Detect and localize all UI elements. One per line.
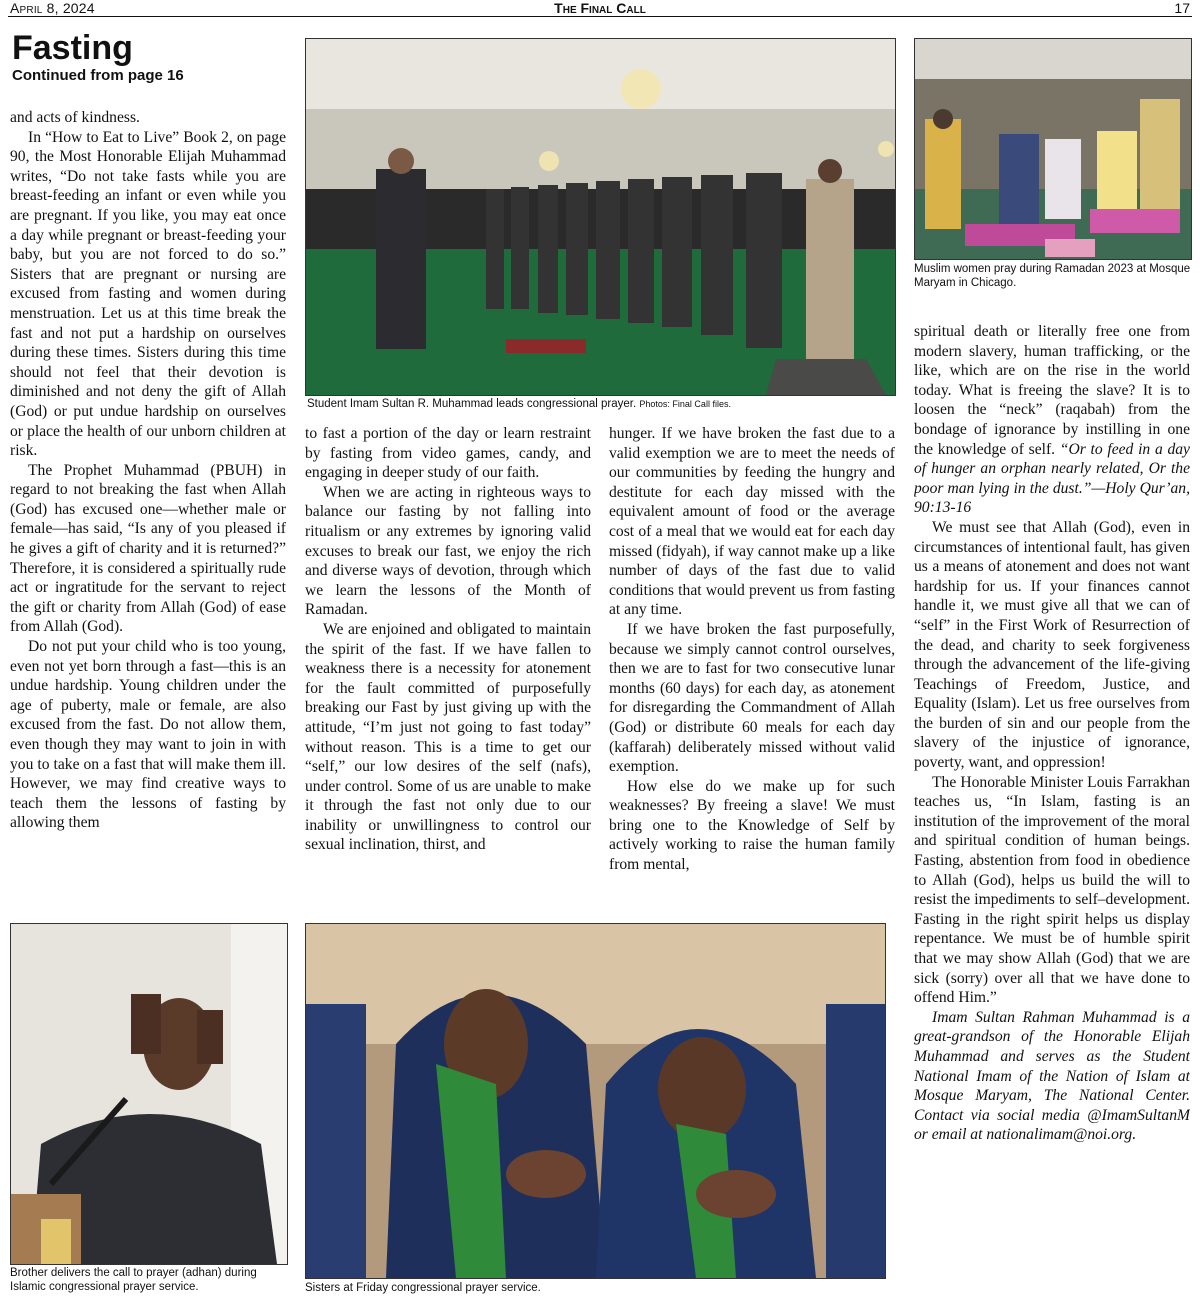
article-column-3 bbox=[609, 424, 895, 918]
photo-caption: Brother delivers the call to prayer (adhan) during Islamic congressional prayer service. bbox=[10, 1267, 257, 1293]
photo-women-praying bbox=[914, 38, 1192, 260]
masthead bbox=[8, 0, 1192, 17]
page-number: 17 bbox=[1174, 0, 1190, 16]
paragraph: If we have broken the fast purposefully, because we simply cannot control ourselves, then we are to fast for two consecutive lunar months (60 days) for each day, as atonement for disregarding the Commandment of Allah (God) or distribute 60 meals for each day (kaffarah) deliberately missed without valid exemption. bbox=[609, 620, 895, 776]
paragraph-text: spiritual death or literally free one from modern slavery, human trafficking, or the like, which are on the rise in the world today. What is freeing the slave? It is to loosen the “neck” (raqabah) from the bondage of ignorance by instilling in one the knowledge of self. bbox=[914, 323, 1190, 458]
article-column-2 bbox=[305, 424, 591, 918]
author-bio: Imam Sultan Rahman Muhammad is a great-grandson of the Honorable Elijah Muhammad and serves as the Student National Imam of the Nation of Islam at Mosque Maryam, The National Center. Contact via social media @ImamSultanM or email at nationalimam@noi.org. bbox=[914, 1008, 1190, 1144]
paragraph: In “How to Eat to Live” Book 2, on page 90, the Most Honorable Elijah Muhammad writes, “Do not take fasts while you are breast-feeding an infant or even while you are pregnant. If you like, you may eat once a day while pregnant or breast-feeding your baby, but you are not forced to do so.” Sisters that are pregnant or nursing are excused from fasting and women during menstruation. Let us at this time break the fast and not put a hardship on ourselves during these times. Sisters during this time should not feel that their devotion is diminished and not deny the gift of Allah (God) or put undue hardship on ourselves or place the health of our unborn children at risk. bbox=[10, 128, 286, 460]
article-column-1 bbox=[10, 108, 286, 918]
article-column-4 bbox=[914, 322, 1190, 1294]
paragraph: and acts of kindness. bbox=[10, 109, 140, 126]
paragraph: to fast a portion of the day or learn restraint by fasting from video games, candy, and engaging in deeper study of our faith. bbox=[305, 425, 591, 482]
caption-text: Student Imam Sultan R. Muhammad leads congressional prayer. bbox=[307, 398, 637, 410]
paragraph: How else do we make up for such weaknesses? By freeing a slave! We must bring one to the Knowledge of Self by actively working to raise the human family from mental, bbox=[609, 777, 895, 874]
sisters-prayer-image bbox=[306, 924, 885, 1278]
paragraph: When we are acting in righteous ways to balance our fasting by not falling into ritualism or any extremes by ignoring valid excuses to break our fast, we enjoy the rich and diverse ways of devotion, through which we learn the lessons of the Month of Ramadan. bbox=[305, 483, 591, 619]
photo-caption bbox=[307, 397, 893, 411]
paragraph: We are enjoined and obligated to maintain the spirit of the fast. If we have fallen to weakness there is a necessity for atonement for the fault committed of purposefully breaking our Fast by just giving up with the attitude, “I’m just not going to fast today” without reason. This is a time to get our “self,” our low desires of the self (nafs), under control. Some of us are unable to make it through the fast not only due to our inability or unwillingness to control our sexual inclination, thirst, and bbox=[305, 620, 591, 854]
paragraph: The Prophet Muhammad (PBUH) in regard to not breaking the fast when Allah (God) has excused one—whether male or female—has said, “Is any of you pleased if he gives a gift of charity and it is returned?” Therefore, it is considered a spiritually rude act or ingratitude for the servant to reject the gift or charity from Allah (God) of ease from Allah (God). bbox=[10, 461, 286, 636]
women-praying-image bbox=[915, 39, 1191, 259]
photo-call-to-prayer bbox=[10, 923, 288, 1265]
paragraph: Do not put your child who is too young, even not yet born through a fast—this is an undue hardship. Young children under the age of puberty, male or female, are also excused from the fast. Do not allow them, even though they may want to join in with you to take on a fast that will make them ill. However, we may find creative ways to teach them the lessons of fasting by allowing them bbox=[10, 638, 286, 832]
continued-note: Continued from page 16 bbox=[12, 67, 184, 84]
newspaper-name: The Final Call bbox=[554, 0, 646, 16]
photo-credit: Photos: Final Call files. bbox=[639, 399, 731, 409]
paragraph: hunger. If we have broken the fast due to a valid exemption we are to meet the needs of our communities by feeding the hungry and destitute for each day missed with the equivalent amount of food or the average cost of a meal that we would eat for each day missed (fidyah), if way cannot make up a like number of days of the fast due to valid conditions that would prevent us from fasting at any time. bbox=[609, 425, 895, 619]
photo-caption: Muslim women pray during Ramadan 2023 at Mosque Maryam in Chicago. bbox=[914, 263, 1191, 289]
issue-date: April 8, 2024 bbox=[10, 0, 95, 16]
paragraph: We must see that Allah (God), even in circumstances of intentional fault, has given us a means of atonement and does not want hardship for us. If your finances cannot handle it, we must give all that we can of “self” in the First Work of Resurrection of the dead, and charity to seek forgiveness through the advancement of the life-giving Teachings of Freedom, Justice, and Equality (Islam). Let us free ourselves from the burden of sin and our people from the slavery of the injustice of ignorance, poverty, want, and oppression! bbox=[914, 518, 1190, 772]
paragraph bbox=[914, 322, 1190, 518]
article-title: Fasting bbox=[12, 29, 133, 67]
quran-quote: “Or to feed in a day of hunger an orphan nearly related, Or the poor man lying in the dust.”—Holy Qur’an, 90:13-16 bbox=[914, 440, 1190, 517]
photo-sisters-prayer bbox=[305, 923, 886, 1279]
call-to-prayer-image bbox=[11, 924, 287, 1264]
photo-caption: Sisters at Friday congressional prayer service. bbox=[305, 1282, 541, 1294]
mosque-prayer-image bbox=[306, 39, 895, 395]
photo-mosque-prayer bbox=[305, 38, 896, 396]
paragraph: The Honorable Minister Louis Farrakhan teaches us, “In Islam, fasting is an institution of the improvement of the moral and spiritual condition of human beings. Fasting, abstention from food in obedience to Allah (God), helps us build the will to resist the impediments to self–development. Fasting in the right spirit helps us display repentance. We must be of humble spirit that we may show Allah (God) that we are sick (sorry) over all that we have done to offend Him.” bbox=[914, 773, 1190, 1007]
